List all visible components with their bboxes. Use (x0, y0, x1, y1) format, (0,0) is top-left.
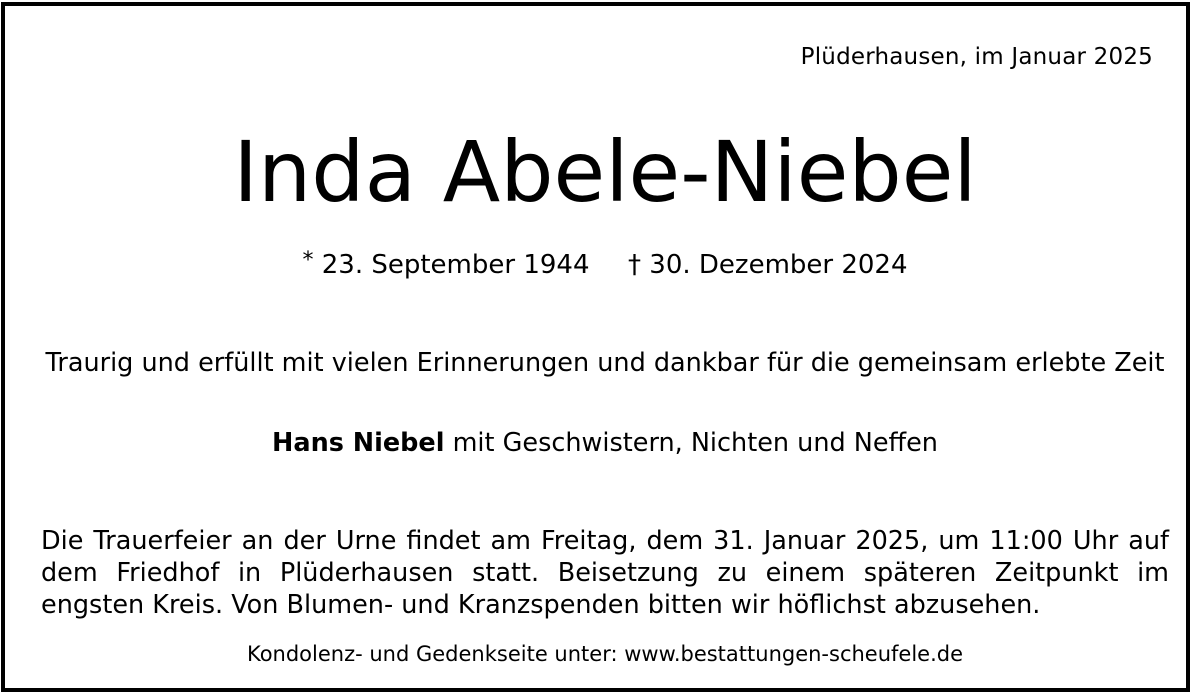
mourning-line: Traurig und erfüllt mit vielen Erinnerungen und dankbar für die gemeinsam erlebte Zeit (45, 348, 1165, 378)
deceased-name: Inda Abele-Niebel (233, 123, 977, 221)
obituary-frame (1, 2, 1190, 692)
death-date: 30. Dezember 2024 (649, 250, 908, 280)
mourners-rest: mit Geschwistern, Nichten und Neffen (444, 428, 938, 458)
mourners-line (5, 428, 1200, 458)
life-dates (5, 248, 1200, 280)
mourner-name: Hans Niebel (272, 428, 445, 458)
condolence-link-line: Kondolenz- und Gedenkseite unter: www.bestattungen-scheufele.de (246, 642, 964, 666)
death-symbol: † (628, 250, 642, 280)
birth-symbol: * (302, 248, 314, 273)
place-date: Plüderhausen, im Januar 2025 (800, 44, 1153, 70)
ceremony-notice: Die Trauerfeier an der Urne findet am Freitag, dem 31. Januar 2025, um 11:00 Uhr auf dem Friedhof in Plüderhausen statt. Beisetzung zu einem späteren Zeitpunkt im engsten Kreis. Von Blumen- und Kranzspenden bitten wir höflichst abzusehen. (41, 526, 1169, 620)
birth-date: 23. September 1944 (321, 250, 590, 280)
